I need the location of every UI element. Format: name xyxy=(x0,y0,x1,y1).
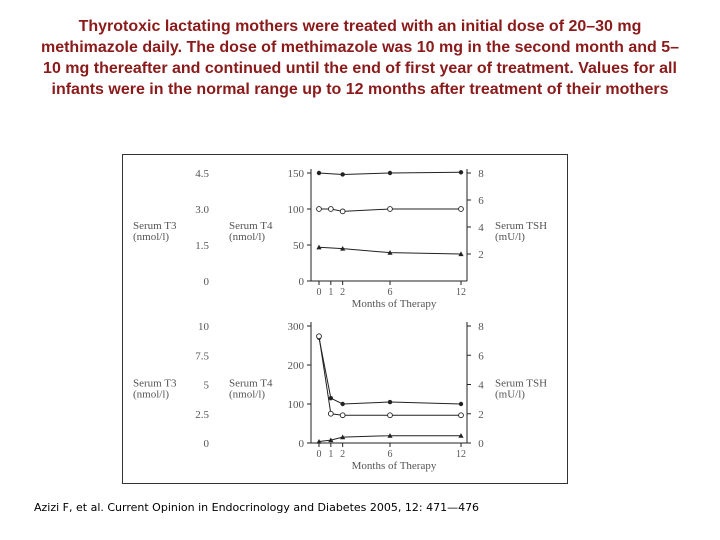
panel1-series-2-point xyxy=(340,209,345,214)
panel1-series-1-point xyxy=(388,171,392,175)
panel2-x-tick-label: 12 xyxy=(456,449,466,460)
panel1-x-tick-label: 0 xyxy=(316,287,322,298)
panel1-x-tick-label: 6 xyxy=(387,287,393,298)
figure-frame xyxy=(122,154,568,484)
panel2-x-tick-label: 1 xyxy=(328,449,334,460)
panel2-series-1-point xyxy=(388,400,392,404)
panel2-t3-axis-title-line1: Serum T3 xyxy=(133,377,177,390)
panel2-series-2-point xyxy=(328,411,333,416)
panel2-series-1-line xyxy=(319,338,461,404)
panel2-series-2-point xyxy=(459,413,464,418)
panel2-x-tick-label: 0 xyxy=(316,449,322,460)
panel2-t3-axis-title-line2: (nmol/l) xyxy=(133,388,170,401)
citation: Azizi F, et al. Current Opinion in Endocrinology and Diabetes 2005, 12: 471—476 xyxy=(34,501,480,514)
panel1-series-2-point xyxy=(459,207,464,212)
panel1-t3-tick-label: 0 xyxy=(203,276,209,288)
panel2-t4-axis-title-line1: Serum T4 xyxy=(229,377,273,390)
panel2-series-1-point xyxy=(459,402,463,406)
panel1-x-tick-label: 12 xyxy=(456,287,466,298)
panel2-t3-tick-label: 7.5 xyxy=(195,350,209,363)
panel1-t3-tick-label: 3.0 xyxy=(195,204,209,216)
panel2-series-2-point xyxy=(317,334,322,339)
panel2-series-1-point xyxy=(340,402,344,406)
panel2-tsh-tick-label: 4 xyxy=(478,379,484,392)
panel1-tsh-axis-title-line1: Serum TSH xyxy=(495,220,548,232)
panel1-tsh-axis-title-line2: (mU/l) xyxy=(495,231,525,243)
panel1-t3-tick-label: 4.5 xyxy=(195,168,209,180)
panel1-t4-tick-label: 0 xyxy=(298,276,304,288)
panel1-tsh-tick-label: 6 xyxy=(478,195,484,207)
panel1-series-1-point xyxy=(340,172,344,176)
panel2-x-tick-label: 2 xyxy=(340,449,346,460)
panel2-tsh-axis-title-line2: (mU/l) xyxy=(495,388,525,401)
panel1-x-axis-label: Months of Therapy xyxy=(351,298,437,310)
panel1-t3-tick-label: 1.5 xyxy=(195,240,209,252)
panel1-x-tick-label: 2 xyxy=(340,287,346,298)
panel1-series-2-point xyxy=(328,207,333,212)
panel1-series-1-point xyxy=(317,171,321,175)
panel2-series-1-point xyxy=(329,396,333,400)
panel1-x-tick-label: 1 xyxy=(328,287,334,298)
panel2-tsh-tick-label: 8 xyxy=(478,321,484,333)
panel1-t4-tick-label: 150 xyxy=(287,168,304,180)
panel2-t4-tick-label: 200 xyxy=(287,360,304,372)
panel1-tsh-tick-label: 2 xyxy=(478,249,484,261)
panel2-tsh-tick-label: 0 xyxy=(478,438,484,450)
panel1-t4-tick-label: 100 xyxy=(287,204,304,216)
figure-svg xyxy=(123,155,567,483)
panel2-tsh-axis-title-line1: Serum TSH xyxy=(495,377,548,390)
panel2-x-axis-label: Months of Therapy xyxy=(351,460,437,472)
panel2-t3-tick-label: 5 xyxy=(203,379,209,392)
panel2-t4-tick-label: 300 xyxy=(287,321,304,333)
panel2-series-2-point xyxy=(340,413,345,418)
panel1-series-2-point xyxy=(317,207,322,212)
panel1-series-2-point xyxy=(388,207,393,212)
panel1-t3-axis-title-line1: Serum T3 xyxy=(133,220,177,232)
panel2-t3-tick-label: 10 xyxy=(198,321,209,333)
panel2-t4-axis-title-line2: (nmol/l) xyxy=(229,388,266,401)
panel2-t3-tick-label: 2.5 xyxy=(195,408,209,421)
panel2-tsh-tick-label: 6 xyxy=(478,350,484,363)
panel2-t3-tick-label: 0 xyxy=(203,438,209,450)
panel1-tsh-tick-label: 8 xyxy=(478,168,484,180)
slide-title: Thyrotoxic lactating mothers were treated with an initial dose of 20–30 mg methimazole daily. The dose of methimazole was 10 mg in the second month and 5–10 mg thereafter and continued until the end of first year of treatment. Values for all infants were in the normal range up to 12 months after treatment of their mothers xyxy=(40,18,680,98)
panel2-t4-tick-label: 0 xyxy=(298,438,304,450)
panel1-t3-axis-title-line2: (nmol/l) xyxy=(133,231,170,243)
panel2-x-tick-label: 6 xyxy=(387,449,393,460)
panel1-t4-tick-label: 50 xyxy=(293,240,304,252)
panel2-t4-tick-label: 100 xyxy=(287,399,304,411)
panel1-t4-axis-title-line1: Serum T4 xyxy=(229,220,273,232)
panel1-tsh-tick-label: 4 xyxy=(478,222,484,234)
panel1-series-1-point xyxy=(459,170,463,174)
panel1-t4-axis-title-line2: (nmol/l) xyxy=(229,231,266,243)
panel2-tsh-tick-label: 2 xyxy=(478,408,484,421)
panel2-series-2-point xyxy=(388,413,393,418)
